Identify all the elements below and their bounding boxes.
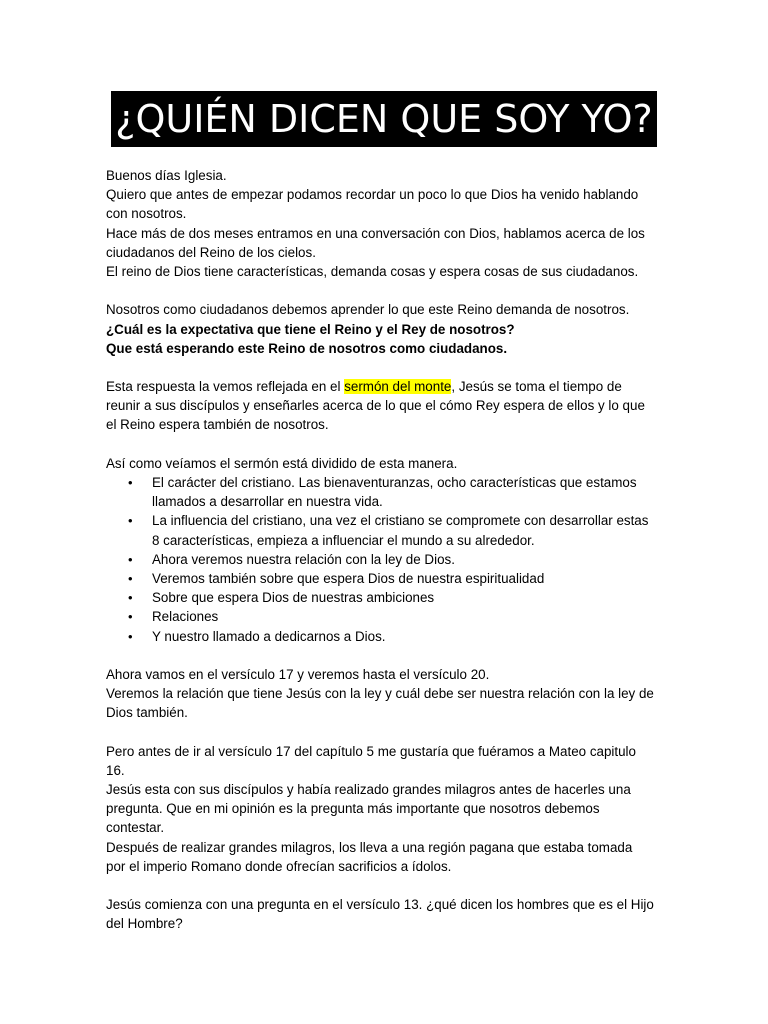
bullet-icon: • [128,628,133,644]
question-paragraph [106,895,666,933]
text-line: ciudadanos del Reino de los cielos. [106,244,316,260]
text-fragment: Esta respuesta la vemos reflejada en el [106,379,345,395]
text-line: Jesús esta con sus discípulos y había realizado grandes milagros antes de hacerles una [106,782,631,797]
text-line [106,377,666,396]
bullet-icon: • [128,590,133,606]
list-item [106,511,666,549]
verse-17-paragraph [106,665,666,723]
paragraph-gap [106,876,666,895]
text-line: 8 características, empieza a influenciar el mundo a su alrededor. [152,532,535,548]
text-line: Veremos la relación que tiene Jesús con la ley y cuál debe ser nuestra relación con la ley de [106,686,654,702]
text-line: Relaciones [152,609,219,625]
list-item [106,569,666,588]
list-item [106,607,666,626]
paragraph-gap [106,646,666,665]
bullet-icon: • [128,513,133,529]
paragraph-gap [106,722,666,741]
page-title: ¿QUIÉN DICEN QUE SOY YO? [111,91,656,147]
bullet-icon: • [128,475,133,490]
list-item [106,473,666,511]
title-wrapper [0,91,768,147]
text-line: Ahora vamos en el versículo 17 y veremos hasta el versículo 20. [106,666,490,682]
list-item [106,627,666,646]
bullet-list [106,473,666,646]
text-line: del Hombre? [106,916,183,932]
bold-question-line: Que está esperando este Reino de nosotros como ciudadanos. [106,340,508,356]
text-line: Jesús comienza con una pregunta en el versículo 13. ¿qué dicen los hombres que es el Hijo [106,897,654,913]
text-line: Hace más de dos meses entramos en una conversación con Dios, hablamos acerca de los [106,225,645,241]
bullet-icon: • [128,551,133,567]
text-fragment: , Jesús se toma el tiempo de [451,379,622,395]
text-line: La influencia del cristiano, una vez el cristiano se compromete con desarrollar estas [152,513,649,529]
text-line: con nosotros. [106,206,187,222]
text-line: Veremos también sobre que espera Dios de nuestra espiritualidad [152,570,545,586]
text-line: Buenos días Iglesia. [106,168,227,183]
list-item [106,588,666,607]
bold-question-line: ¿Cuál es la expectativa que tiene el Reino y el Rey de nosotros? [106,321,515,337]
text-line: pregunta. Que en mi opinión es la pregunta más importante que nosotros debemos [106,801,600,817]
intro-paragraph [106,166,666,281]
bullet-icon: • [128,609,133,625]
text-line: el Reino espera también de nosotros. [106,417,329,433]
text-line: El carácter del cristiano. Las bienaventuranzas, ocho características que estamos [152,475,637,490]
text-line: Ahora veremos nuestra relación con la ley de Dios. [152,551,455,567]
paragraph-gap [106,281,666,300]
text-line: 16. [106,762,125,778]
citizens-paragraph [106,300,666,358]
text-line: Pero antes de ir al versículo 17 del capítulo 5 me gustaría que fuéramos a Mateo capitulo [106,743,636,759]
text-line: contestar. [106,820,165,836]
highlighted-text: sermón del monte [344,379,452,395]
text-line: llamados a desarrollar en nuestra vida. [152,494,383,510]
text-line: Nosotros como ciudadanos debemos aprender lo que este Reino demanda de nosotros. [106,302,630,318]
text-line: reunir a sus discípulos y enseñarles acerca de lo que el cómo Rey espera de ellos y lo que [106,398,645,414]
text-line: Sobre que espera Dios de nuestras ambiciones [152,590,435,606]
text-line: Quiero que antes de empezar podamos recordar un poco lo que Dios ha venido hablando [106,187,639,203]
text-line: por el imperio Romano donde ofrecían sacrificios a ídolos. [106,858,452,874]
bullet-icon: • [128,570,133,586]
sermon-paragraph [106,377,666,435]
text-line: Dios también. [106,705,188,721]
text-line: Después de realizar grandes milagros, los lleva a una región pagana que estaba tomada [106,839,633,855]
list-item [106,550,666,569]
text-line: Y nuestro llamado a dedicarnos a Dios. [152,628,386,644]
text-line: El reino de Dios tiene características, demanda cosas y espera cosas de sus ciudadanos. [106,263,639,279]
list-intro: Así como veíamos el sermón está dividido de esta manera. [106,455,458,471]
mateo-16-paragraph [106,742,666,876]
document-body [106,166,666,934]
paragraph-gap [106,358,666,377]
paragraph-gap [106,435,666,454]
